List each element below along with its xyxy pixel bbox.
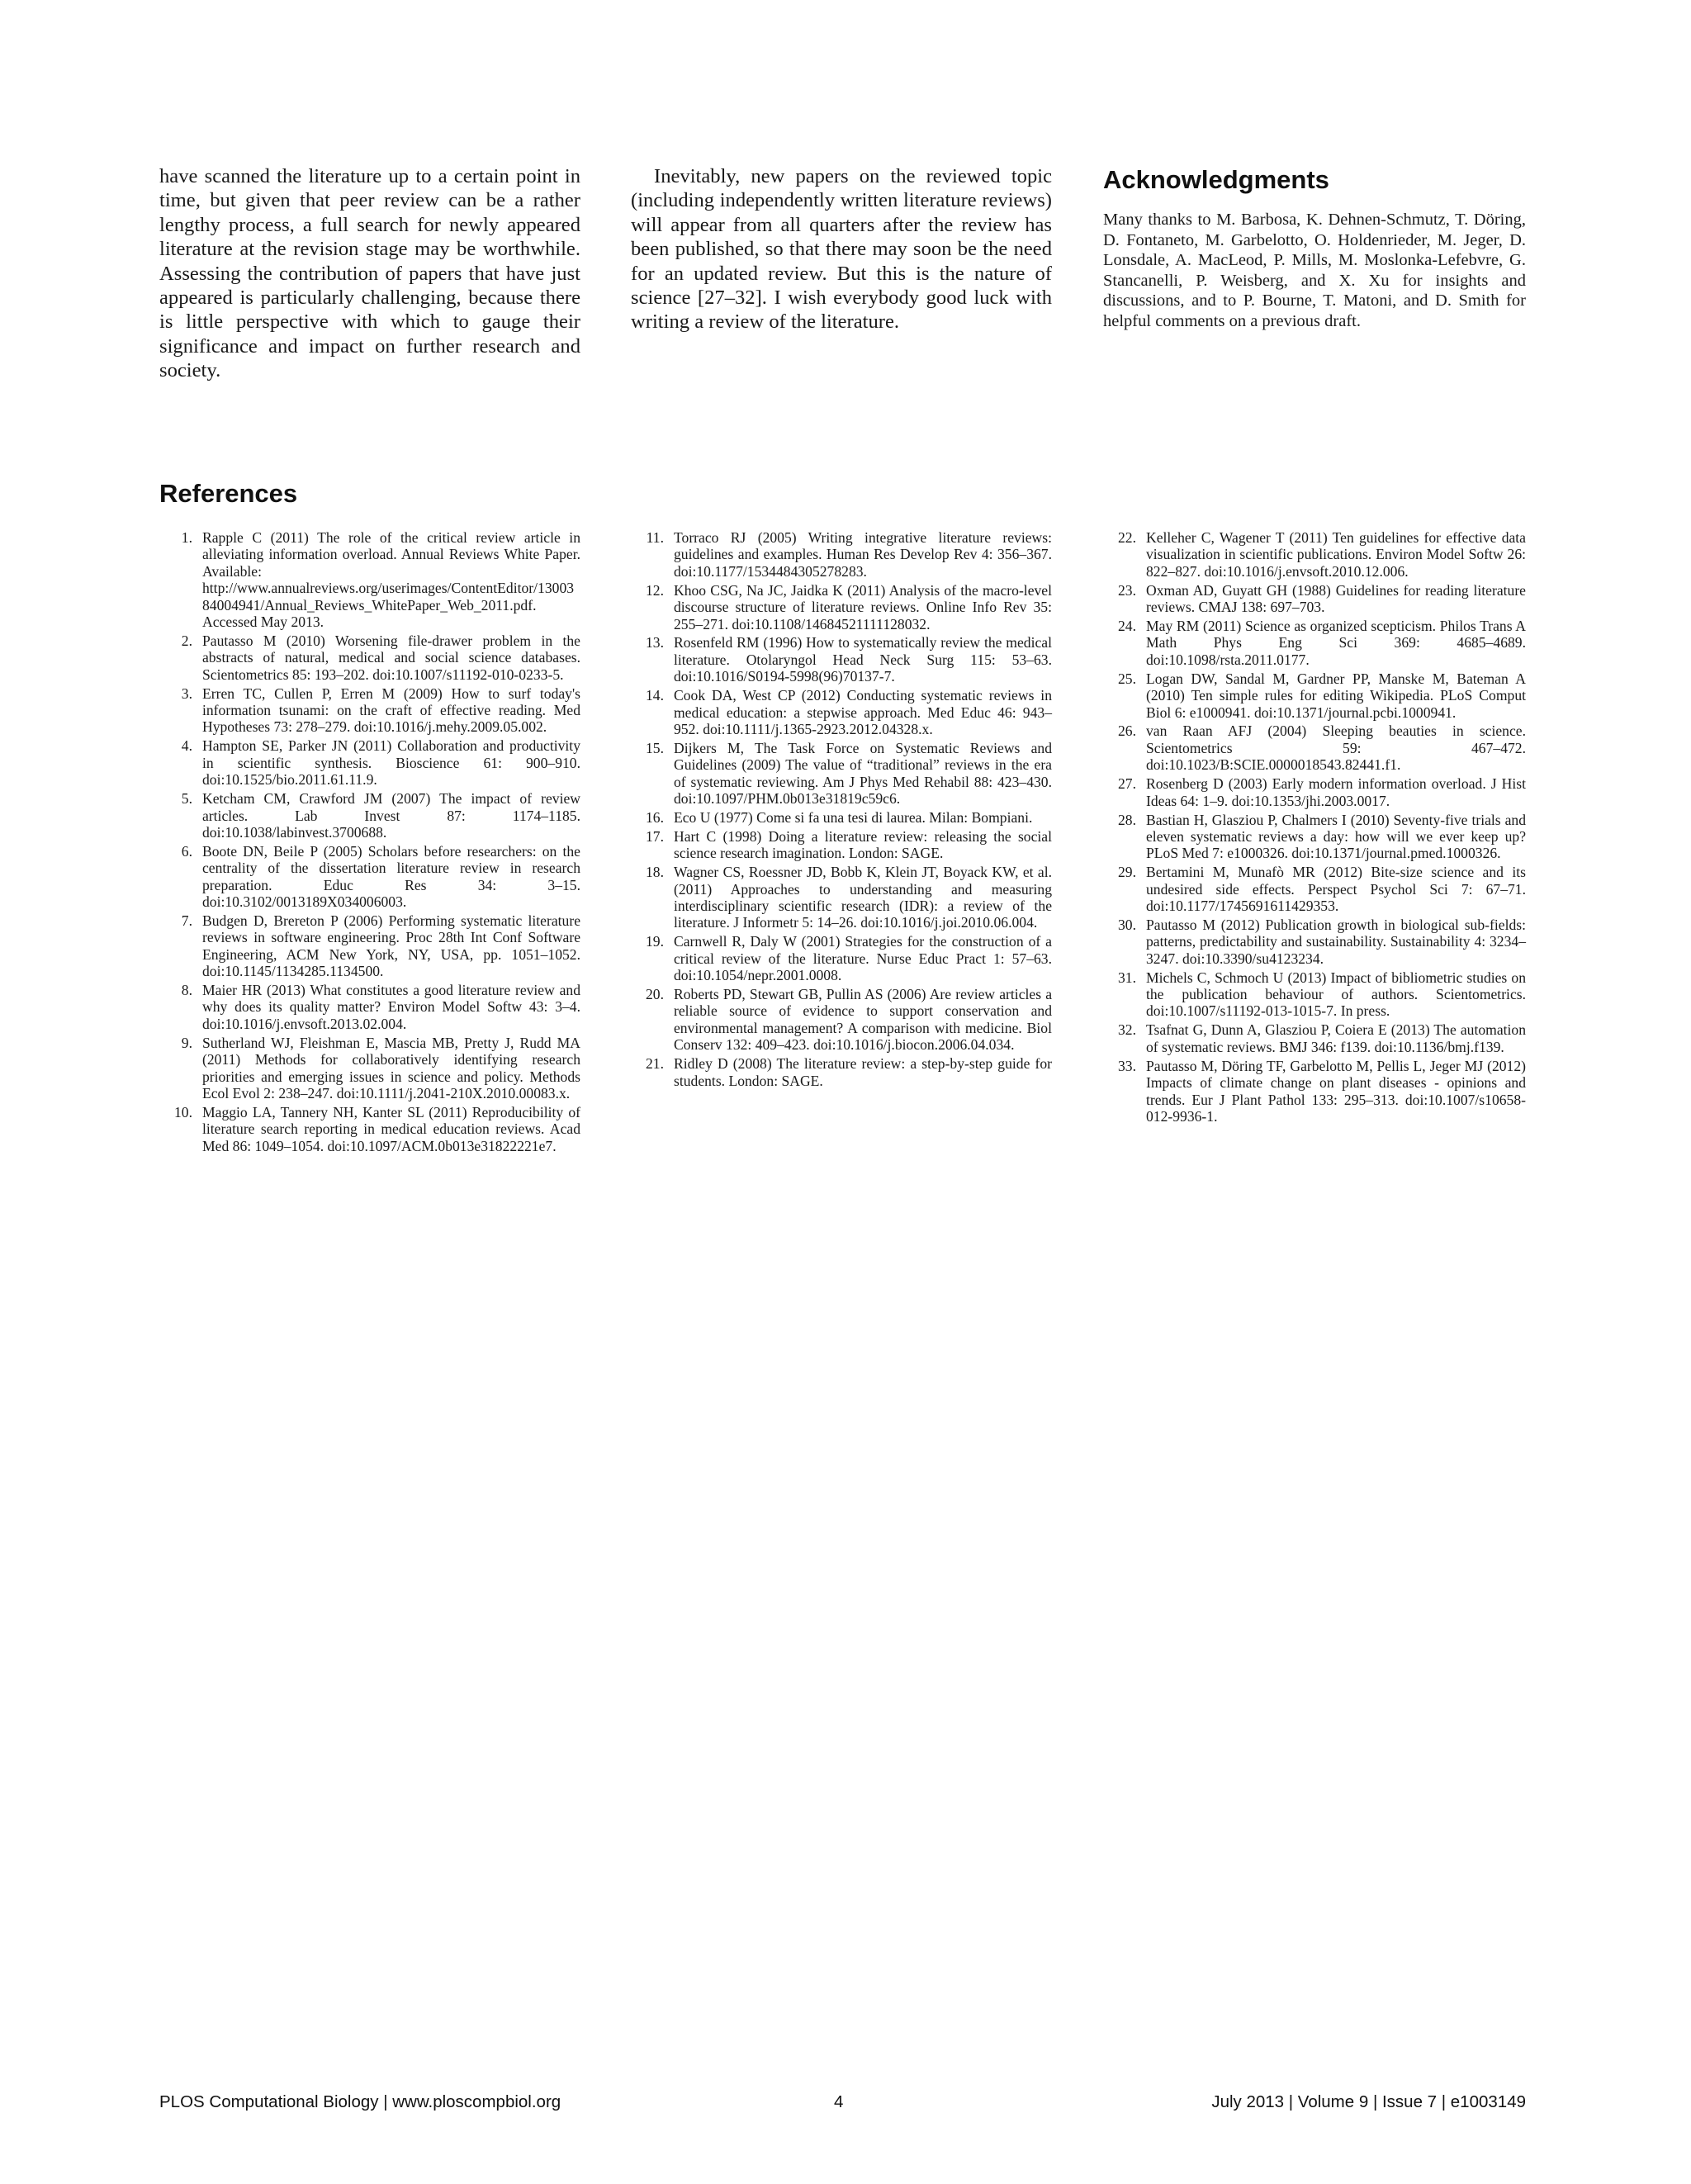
reference-text: Wagner CS, Roessner JD, Bobb K, Klein JT, Boyack KW, et al. (2011) Approaches to understanding and measuring interdisciplinary scientific research (IDR): a review of the literature. J Informetr 5: 14–26. doi:10.1016/j.joi.2010.06.004. <box>674 864 1052 931</box>
reference-number: 30. <box>1118 916 1136 933</box>
reference-number: 29. <box>1118 864 1136 881</box>
reference-number: 14. <box>646 687 664 704</box>
reference-text: Rapple C (2011) The role of the critical review article in alleviating information overload. Annual Reviews White Paper. Available: http://www.annualreviews.org/userimages/ContentEditor/1300384004941/Annual_Reviews_WhitePaper_Web_2011.pdf. Accessed May 2013. <box>202 529 580 631</box>
reference-number: 27. <box>1118 775 1136 793</box>
reference-text: Oxman AD, Guyatt GH (1988) Guidelines for reading literature reviews. CMAJ 138: 697–703. <box>1146 581 1526 616</box>
references-column-3 <box>1103 529 1526 1127</box>
reference-text: Rosenfeld RM (1996) How to systematically review the medical literature. Otolaryngol Head Neck Surg 115: 53–63. doi:10.1016/S0194-5998(96)70137-7. <box>674 634 1052 685</box>
reference-text: Hart C (1998) Doing a literature review: releasing the social science research imagination. London: SAGE. <box>674 827 1052 862</box>
reference-text: Erren TC, Cullen P, Erren M (2009) How to surf today's information tsunami: on the craft of effective reading. Med Hypotheses 73: 278–279. doi:10.1016/j.mehy.2009.05.002. <box>202 685 580 736</box>
reference-item <box>631 933 1052 983</box>
footer-journal: PLOS Computational Biology | www.ploscompbiol.org <box>159 2092 561 2111</box>
reference-item <box>159 982 580 1032</box>
reference-item <box>631 740 1052 808</box>
reference-item <box>631 809 1052 826</box>
acknowledgments-text: Many thanks to M. Barbosa, K. Dehnen-Schmutz, T. Döring, D. Fontaneto, M. Garbelotto, O. Holdenrieder, M. Jeger, D. Lonsdale, A. MacLeod, P. Mills, M. Moslonka-Lefebvre, G. Stancanelli, P. Weisberg, and X. Xu for insights and discussions, and to P. Bourne, T. Matoni, and D. Smith for helpful comments on a previous draft. <box>1103 211 1526 330</box>
reference-item <box>159 529 580 630</box>
reference-text: Maggio LA, Tannery NH, Kanter SL (2011) Reproducibility of literature search reporting in medical education reviews. Acad Med 86: 1049–1054. doi:10.1097/ACM.0b013e31822221e7. <box>202 1103 580 1154</box>
reference-number: 15. <box>646 739 664 756</box>
footer-page-number: 4 <box>834 2092 844 2111</box>
reference-number: 4. <box>181 737 192 755</box>
reference-item <box>159 1035 580 1102</box>
reference-item <box>1103 618 1526 668</box>
reference-number: 11. <box>646 529 664 546</box>
reference-number: 26. <box>1118 722 1136 740</box>
reference-text: Khoo CSG, Na JC, Jaidka K (2011) Analysis of the macro-level discourse structure of literature reviews. Online Info Rev 35: 255–271. doi:10.1108/14684521111128032. <box>674 581 1052 632</box>
reference-number: 13. <box>646 634 664 651</box>
reference-item <box>159 737 580 788</box>
reference-text: Tsafnat G, Dunn A, Glasziou P, Coiera E (2013) The automation of systematic reviews. BMJ 346: f139. doi:10.1136/bmj.f139. <box>1146 1021 1526 1055</box>
body-paragraph-1: have scanned the literature up to a certain point in time, but given that peer review can be a rather lengthy process, a full search for newly appeared literature at the revision stage may be worthwhile. Assessing the contribution of papers that have just appeared is particularly challenging, because there is little perspective with which to gauge their significance and impact on further research and society. <box>159 165 580 382</box>
reference-number: 6. <box>181 842 192 860</box>
reference-number: 31. <box>1118 969 1136 986</box>
reference-item <box>1103 812 1526 862</box>
body-paragraph-2-text: Inevitably, new papers on the reviewed topic (including independently written literature reviews) will appear from all quarters after the review has been published, so that there may soon be the need for an updated review. But this is the nature of science [27–32]. I wish everybody good luck with writing a review of the literature. <box>631 165 1052 334</box>
body-paragraph-2 <box>631 164 1052 334</box>
reference-item <box>1103 582 1526 616</box>
reference-text: May RM (2011) Science as organized scepticism. Philos Trans A Math Phys Eng Sci 369: 4685–4689. doi:10.1098/rsta.2011.0177. <box>1146 618 1526 668</box>
reference-text: Budgen D, Brereton P (2006) Performing systematic literature reviews in software engineering. Proc 28th Int Conf Software Engineering, ACM New York, NY, USA, pp. 1051–1052. doi:10.1145/1134285.1134500. <box>202 912 580 980</box>
reference-text: Pautasso M (2012) Publication growth in biological sub-fields: patterns, predictability and sustainability. Sustainability 4: 3234–3247. doi:10.3390/su4123234. <box>1146 916 1526 967</box>
reference-number: 32. <box>1118 1021 1136 1039</box>
reference-item <box>159 685 580 736</box>
references-column-2 <box>631 529 1052 1092</box>
reference-number: 7. <box>181 912 192 929</box>
reference-text: Ridley D (2008) The literature review: a step-by-step guide for students. London: SAGE. <box>674 1055 1052 1089</box>
reference-text: Roberts PD, Stewart GB, Pullin AS (2006) Are review articles a reliable source of evidence to support conservation and environmental management? A comparison with medicine. Biol Conserv 132: 409–423. doi:10.1016/j.biocon.2006.04.034. <box>674 986 1052 1054</box>
reference-number: 3. <box>181 685 192 702</box>
reference-number: 12. <box>646 581 664 599</box>
reference-text: van Raan AFJ (2004) Sleeping beauties in science. Scientometrics 59: 467–472. doi:10.1023/B:SCIE.0000018543.82441.f1. <box>1146 722 1526 774</box>
reference-number: 8. <box>181 982 192 999</box>
reference-text: Ketcham CM, Crawford JM (2007) The impact of review articles. Lab Invest 87: 1174–1185. doi:10.1038/labinvest.3700688. <box>202 790 580 841</box>
reference-item <box>1103 969 1526 1020</box>
reference-number: 5. <box>181 790 192 808</box>
reference-item <box>159 790 580 841</box>
reference-text: Pautasso M (2010) Worsening file-drawer problem in the abstracts of natural, medical and social science databases. Scientometrics 85: 193–202. doi:10.1007/s11192-010-0233-5. <box>202 632 580 683</box>
reference-text: Cook DA, West CP (2012) Conducting systematic reviews in medical education: a stepwise approach. Med Educ 46: 943–952. doi:10.1111/j.1365-2923.2012.04328.x. <box>674 687 1052 737</box>
reference-item <box>159 912 580 980</box>
reference-number: 22. <box>1118 529 1136 546</box>
reference-number: 18. <box>646 864 664 881</box>
reference-text: Torraco RJ (2005) Writing integrative literature reviews: guidelines and examples. Human Res Develop Rev 4: 356–367. doi:10.1177/1534484305278283. <box>674 529 1052 580</box>
reference-number: 9. <box>181 1034 192 1051</box>
reference-text: Rosenberg D (2003) Early modern information overload. J Hist Ideas 64: 1–9. doi:10.1353/jhi.2003.0017. <box>1146 775 1526 809</box>
body-column-2 <box>631 164 1052 334</box>
footer-issue-info: July 2013 | Volume 9 | Issue 7 | e1003149 <box>1211 2092 1526 2111</box>
reference-item <box>631 634 1052 685</box>
body-column-1 <box>159 164 580 383</box>
references-heading: References <box>159 479 298 508</box>
reference-text: Kelleher C, Wagener T (2011) Ten guidelines for effective data visualization in scientific publications. Environ Model Softw 26: 822–827. doi:10.1016/j.envsoft.2010.12.006. <box>1146 529 1526 580</box>
reference-text: Pautasso M, Döring TF, Garbelotto M, Pellis L, Jeger MJ (2012) Impacts of climate change on plant diseases - opinions and trends. Eur J Plant Pathol 133: 295–313. doi:10.1007/s10658-012-9936-1. <box>1146 1057 1526 1125</box>
reference-number: 25. <box>1118 670 1136 687</box>
reference-text: Michels C, Schmoch U (2013) Impact of bibliometric studies on the publication behaviour of authors. Scientometrics. doi:10.1007/s11192-013-1015-7. In press. <box>1146 969 1526 1020</box>
reference-number: 10. <box>174 1103 192 1120</box>
reference-item <box>1103 722 1526 773</box>
reference-item <box>631 828 1052 862</box>
acknowledgments-heading: Acknowledgments <box>1103 165 1329 194</box>
acknowledgments-section <box>1103 165 1526 332</box>
reference-number: 17. <box>646 827 664 845</box>
reference-item <box>1103 864 1526 914</box>
reference-text: Sutherland WJ, Fleishman E, Mascia MB, Pretty J, Rudd MA (2011) Methods for collaboratively identifying research priorities and emerging issues in science and policy. Methods Ecol Evol 2: 238–247. doi:10.1111/j.2041-210X.2010.00083.x. <box>202 1034 580 1101</box>
reference-item <box>1103 775 1526 809</box>
reference-text: Dijkers M, The Task Force on Systematic Reviews and Guidelines (2009) The value of “traditional” reviews in the era of systematic reviewing. Am J Phys Med Rehabil 88: 423–430. doi:10.1097/PHM.0b013e31819c59c6. <box>674 739 1052 808</box>
reference-number: 1. <box>181 529 192 546</box>
reference-text: Hampton SE, Parker JN (2011) Collaboration and productivity in scientific synthesis. Bioscience 61: 900–910. doi:10.1525/bio.2011.61.11.9. <box>202 737 580 789</box>
reference-number: 21. <box>646 1055 664 1073</box>
reference-text: Carnwell R, Daly W (2001) Strategies for the construction of a critical review of the literature. Nurse Educ Pract 1: 57–63. doi:10.1054/nepr.2001.0008. <box>674 933 1052 984</box>
reference-text: Maier HR (2013) What constitutes a good literature review and why does its quality matter? Environ Model Softw 43: 3–4. doi:10.1016/j.envsoft.2013.02.004. <box>202 982 580 1032</box>
reference-item <box>631 687 1052 737</box>
reference-item <box>631 986 1052 1054</box>
reference-text: Eco U (1977) Come si fa una tesi di laurea. Milan: Bompiani. <box>674 809 1033 826</box>
reference-item <box>1103 529 1526 580</box>
reference-item <box>1103 670 1526 721</box>
reference-item <box>159 632 580 683</box>
reference-number: 24. <box>1118 618 1136 635</box>
reference-text: Logan DW, Sandal M, Gardner PP, Manske M, Bateman A (2010) Ten simple rules for editing Wikipedia. PLoS Comput Biol 6: e1000941. doi:10.1371/journal.pcbi.1000941. <box>1146 670 1526 721</box>
reference-number: 2. <box>181 632 192 649</box>
reference-number: 33. <box>1118 1057 1136 1074</box>
reference-item <box>631 582 1052 632</box>
reference-item <box>1103 1021 1526 1055</box>
reference-number: 20. <box>646 986 664 1003</box>
reference-item <box>159 1104 580 1154</box>
reference-text: Boote DN, Beile P (2005) Scholars before researchers: on the centrality of the dissertation literature review in research preparation. Educ Res 34: 3–15. doi:10.3102/0013189X034006003. <box>202 842 580 911</box>
reference-number: 16. <box>646 809 664 826</box>
reference-item <box>1103 1058 1526 1125</box>
reference-item <box>631 1055 1052 1089</box>
reference-number: 28. <box>1118 811 1136 828</box>
reference-number: 23. <box>1118 581 1136 599</box>
reference-item <box>159 843 580 911</box>
reference-item <box>631 529 1052 580</box>
reference-item <box>1103 917 1526 967</box>
reference-item <box>631 864 1052 931</box>
reference-text: Bertamini M, Munafò MR (2012) Bite-size science and its undesired side effects. Perspect Psychol Sci 7: 67–71. doi:10.1177/1745691611429353. <box>1146 864 1526 915</box>
references-column-1 <box>159 529 580 1157</box>
reference-text: Bastian H, Glasziou P, Chalmers I (2010) Seventy-five trials and eleven systematic reviews a day: how will we ever keep up? PLoS Med 7: e1000326. doi:10.1371/journal.pmed.1000326. <box>1146 811 1526 862</box>
reference-number: 19. <box>646 933 664 950</box>
